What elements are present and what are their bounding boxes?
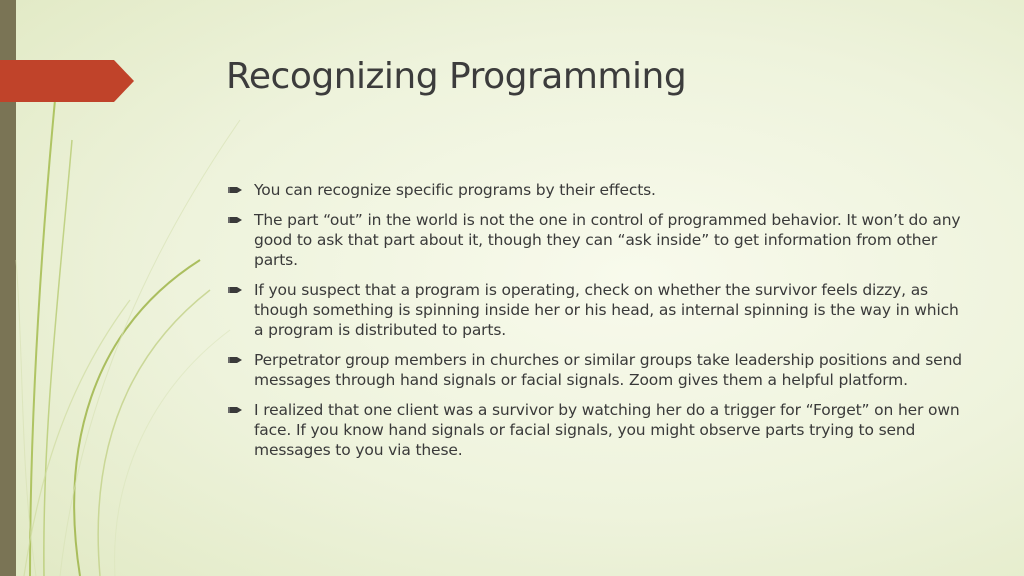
bullet-item (228, 210, 968, 270)
slide-title: Recognizing Programming (226, 56, 687, 97)
bullet-list (228, 180, 968, 470)
bullet-text: The part “out” in the world is not the one in control of programmed behavior. It won’t do any good to ask that part about it, though they can “ask inside” to get information from other parts. (254, 211, 961, 269)
pencil-icon (228, 285, 242, 295)
pencil-icon (228, 215, 242, 225)
bullet-item (228, 400, 968, 460)
bullet-text: You can recognize specific programs by their effects. (254, 181, 656, 199)
bullet-item (228, 180, 968, 200)
bullet-text: Perpetrator group members in churches or similar groups take leadership positions and send messages through hand signals or facial signals. Zoom gives them a helpful platform. (254, 351, 962, 389)
pencil-icon (228, 355, 242, 365)
bullet-item (228, 280, 968, 340)
title-accent-arrow (0, 60, 134, 102)
pencil-icon (228, 405, 242, 415)
pencil-icon (228, 185, 242, 195)
bullet-item (228, 350, 968, 390)
bullet-text: If you suspect that a program is operating, check on whether the survivor feels dizzy, as though something is spinning inside her or his head, as internal spinning is the way in which a program is distributed to parts. (254, 281, 959, 339)
bullet-text: I realized that one client was a survivor by watching her do a trigger for “Forget” on her own face. If you know hand signals or facial signals, you might observe parts trying to send messages to you via these. (254, 401, 960, 459)
